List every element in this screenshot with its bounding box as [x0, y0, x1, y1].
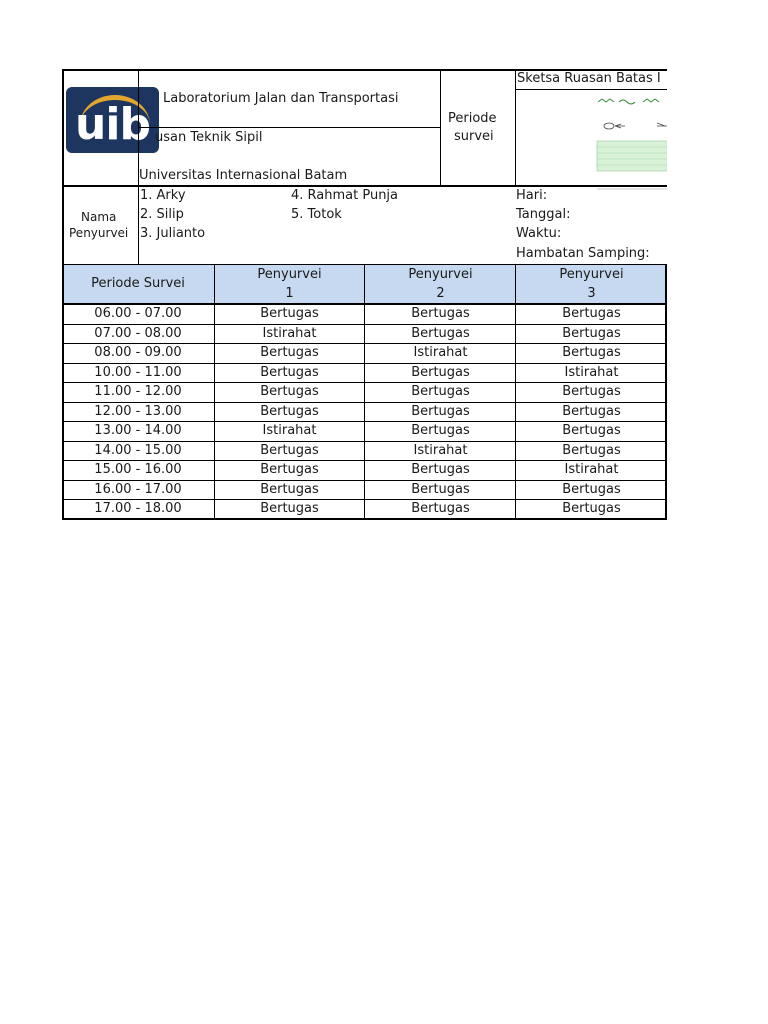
- surveyor-5: 5. Totok: [291, 207, 342, 222]
- table-cell-period: 11.00 - 12.00: [94, 384, 182, 399]
- col-header-s2-line2: 2: [436, 286, 445, 301]
- table-cell-status: Bertugas: [562, 384, 621, 399]
- uib-logo: [66, 87, 159, 153]
- table-cell-status: Istirahat: [413, 345, 468, 360]
- table-cell-status: Istirahat: [564, 364, 619, 380]
- table-cell-period: 10.00 - 11.00: [94, 364, 182, 380]
- table-cell-period: 14.00 - 15.00: [94, 442, 182, 458]
- divider-col-2: [364, 265, 365, 520]
- table-cell-status: Bertugas: [411, 462, 470, 477]
- info-hari: Hari:: [516, 188, 548, 203]
- table-cell-status: Istirahat: [413, 442, 468, 458]
- table-cell-status: Bertugas: [260, 306, 319, 321]
- divider-col-3: [515, 265, 516, 520]
- table-cell-status: Bertugas: [562, 345, 621, 360]
- survey-sheet: [62, 69, 667, 520]
- col-header-s3-line2: 3: [587, 286, 596, 301]
- table-cell-status: Bertugas: [562, 306, 621, 321]
- table-cell-status: Bertugas: [260, 403, 319, 419]
- table-cell-status: Bertugas: [260, 462, 319, 477]
- table-cell-period: 07.00 - 08.00: [94, 325, 182, 341]
- surveyor-2: 2. Silip: [140, 207, 184, 222]
- table-cell-status: Bertugas: [562, 325, 621, 341]
- surveyor-label-line2: Penyurvei: [69, 226, 129, 240]
- university-name: Universitas Internasional Batam: [139, 168, 348, 183]
- table-cell-status: Bertugas: [562, 501, 621, 516]
- col-header-s1-line2: 1: [285, 286, 294, 301]
- sketch-title: Sketsa Ruasan Batas I: [517, 71, 661, 86]
- table-cell-status: Bertugas: [411, 384, 470, 399]
- table-cell-status: Istirahat: [262, 423, 317, 438]
- table-cell-status: Bertugas: [411, 481, 470, 497]
- table-cell-period: 17.00 - 18.00: [94, 501, 182, 516]
- table-cell-status: Bertugas: [562, 423, 621, 438]
- border-top: [62, 69, 667, 71]
- table-cell-status: Bertugas: [411, 501, 470, 516]
- periode-label-line2: survei: [454, 129, 494, 144]
- table-cell-status: Bertugas: [260, 442, 319, 458]
- surveyor-label-line1: Nama: [81, 210, 117, 224]
- table-cell-status: Bertugas: [411, 306, 470, 321]
- periode-label-line1: Periode: [448, 111, 497, 126]
- col-header-s3-line1: Penyurvei: [559, 267, 624, 282]
- road-sketch-icon: [595, 93, 667, 193]
- info-tanggal: Tanggal:: [516, 207, 571, 222]
- border-right: [665, 265, 667, 520]
- table-cell-period: 06.00 - 07.00: [94, 306, 182, 321]
- table-cell-status: Istirahat: [564, 462, 619, 477]
- divider-logo: [138, 69, 139, 265]
- table-cell-status: Bertugas: [562, 442, 621, 458]
- divider-periode-right: [515, 69, 516, 186]
- table-cell-status: Bertugas: [260, 384, 319, 399]
- divider-col-1: [214, 265, 215, 520]
- divider-header-bottom: [62, 185, 667, 187]
- info-waktu: Waktu:: [516, 226, 562, 241]
- info-hambatan: Hambatan Samping:: [516, 246, 650, 261]
- table-cell-status: Bertugas: [260, 481, 319, 497]
- table-cell-status: Bertugas: [411, 423, 470, 438]
- table-cell-status: Bertugas: [260, 345, 319, 360]
- surveyor-1: 1. Arky: [140, 188, 186, 203]
- col-header-s1-line1: Penyurvei: [257, 267, 322, 282]
- table-cell-period: 08.00 - 09.00: [94, 345, 182, 360]
- department-name: usan Teknik Sipil: [155, 130, 263, 145]
- col-header-period: Periode Survei: [91, 276, 185, 291]
- surveyor-4: 4. Rahmat Punja: [291, 188, 399, 203]
- surveyor-3: 3. Julianto: [140, 226, 206, 241]
- table-cell-status: Bertugas: [411, 364, 470, 380]
- table-cell-status: Bertugas: [562, 481, 621, 497]
- table-cell-status: Bertugas: [260, 501, 319, 516]
- divider-header-1: [139, 127, 440, 128]
- divider-sketch-title: [516, 89, 667, 90]
- table-cell-status: Bertugas: [411, 403, 470, 419]
- col-header-s2-line1: Penyurvei: [408, 267, 473, 282]
- table-cell-period: 12.00 - 13.00: [94, 403, 182, 419]
- divider-periode-left: [440, 69, 441, 186]
- logo-text: uib: [75, 99, 150, 150]
- table-cell-period: 15.00 - 16.00: [94, 462, 182, 477]
- table-cell-status: Bertugas: [411, 325, 470, 341]
- table-cell-status: Bertugas: [260, 364, 319, 380]
- lab-name: Laboratorium Jalan dan Transportasi: [163, 91, 399, 106]
- table-cell-period: 16.00 - 17.00: [94, 481, 182, 497]
- table-cell-status: Bertugas: [562, 403, 621, 419]
- table-cell-status: Istirahat: [262, 325, 317, 341]
- border-left: [62, 69, 64, 520]
- table-cell-period: 13.00 - 14.00: [94, 423, 182, 438]
